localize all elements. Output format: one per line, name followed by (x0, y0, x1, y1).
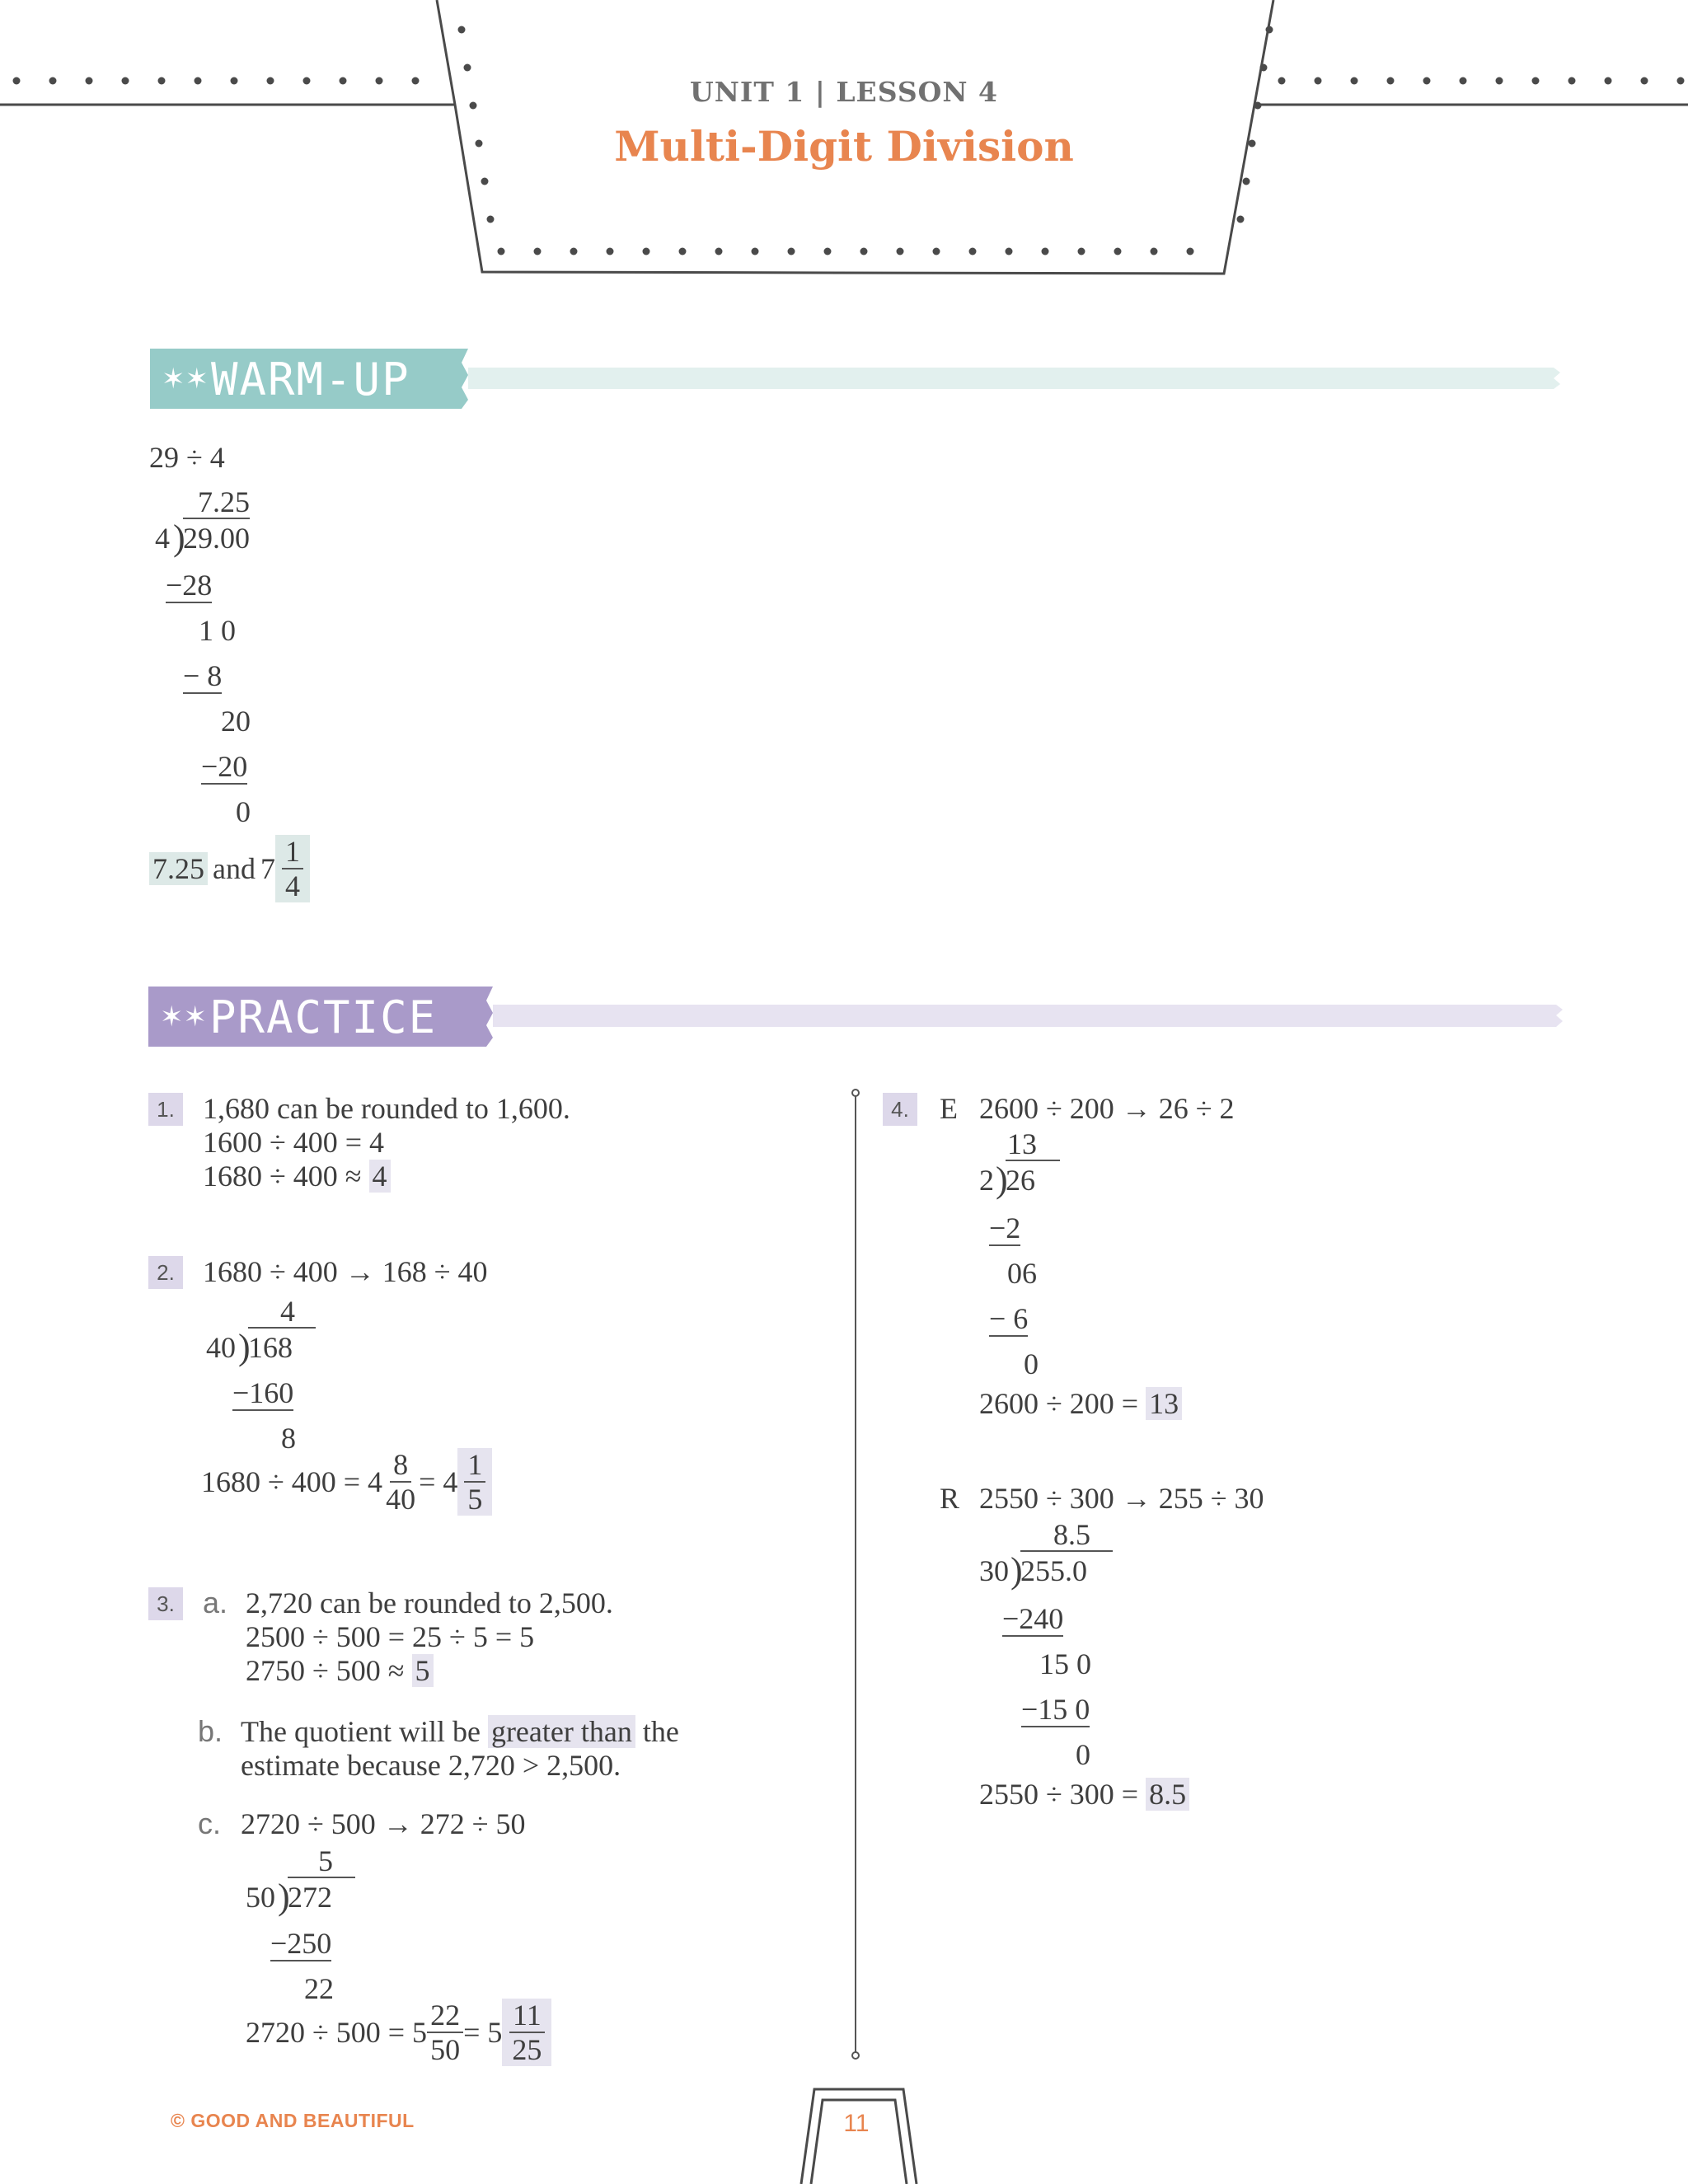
warmup-step: 0 (236, 795, 251, 828)
problem-4e-step: −2 (989, 1212, 1021, 1244)
problem-3a-line: 2500 ÷ 500 = 25 ÷ 5 = 5 (246, 1620, 535, 1653)
problem-3b-line: estimate because 2,720 > 2,500. (241, 1749, 621, 1782)
warmup-divisor: 4 (155, 522, 170, 555)
warmup-problem: 29 ÷ 4 (149, 441, 225, 474)
problem-4r-final: 2550 ÷ 300 = 8.5 (979, 1778, 1189, 1811)
problem-3b-line: The quotient will be greater than the (241, 1715, 679, 1748)
warmup-step: −20 (201, 750, 248, 783)
problem-3b-label: b. (198, 1714, 223, 1748)
problem-4r-divisor: 30 (979, 1554, 1009, 1587)
problem-4-number: 4. (883, 1093, 917, 1126)
division-bracket: ) (278, 1877, 290, 1917)
warmup-label: WARM-UP (211, 353, 410, 405)
warmup-step: 1 0 (199, 614, 236, 647)
problem-2-dividend: 168 (248, 1327, 316, 1364)
warmup-answer: 7.25 and 7 $\frac{1}{4}$ (149, 835, 310, 902)
unit-lesson-label: UNIT 1 | LESSON 4 (689, 76, 999, 108)
problem-3a-label: a. (203, 1586, 228, 1619)
problem-4r-step: 15 0 (1039, 1647, 1091, 1680)
problem-3c-divisor: 50 (246, 1881, 275, 1914)
warmup-banner (150, 349, 410, 410)
problem-4e-quotient: 13 (1007, 1127, 1037, 1160)
problem-3c-step: −250 (270, 1927, 332, 1960)
problem-4r-step: −240 (1002, 1602, 1064, 1635)
problem-2-divisor: 40 (206, 1331, 236, 1364)
problem-1-answer-line: 1680 ÷ 400 ≈ 4 (203, 1160, 391, 1193)
problem-4r-letter: R (940, 1482, 960, 1515)
problem-4e-step: − 6 (989, 1302, 1029, 1335)
problem-2-step: 8 (281, 1422, 296, 1455)
problem-3c-quotient: 5 (318, 1844, 333, 1877)
problem-3c-dividend: 272 (288, 1877, 355, 1914)
practice-banner-stripe (493, 1005, 1563, 1027)
warmup-step: − 8 (183, 659, 223, 692)
problem-2-quotient: 4 (280, 1295, 295, 1328)
problem-3c-result: 2720 ÷ 500 = 5 $\frac{22}{50}$ = 5 $\frac{11}{25}$ (246, 1999, 551, 2066)
problem-3a-line: 2,720 can be rounded to 2,500. (246, 1586, 613, 1619)
problem-4r-step: −15 0 (1021, 1693, 1090, 1726)
problem-4r-line: 2550 ÷ 300 → 255 ÷ 30 (979, 1482, 1264, 1515)
division-bracket: ) (173, 518, 185, 558)
problem-3c-step: 22 (304, 1972, 334, 2005)
problem-4e-step: 0 (1024, 1347, 1039, 1380)
division-bracket: ) (238, 1327, 251, 1367)
problem-4r-dividend: 255.0 (1020, 1550, 1113, 1587)
division-bracket: ) (996, 1160, 1008, 1200)
problem-2-step: −160 (232, 1376, 294, 1409)
sparkle-icon: ✶✶ (160, 1001, 207, 1033)
sparkle-icon: ✶✶ (162, 363, 209, 396)
problem-4e-letter: E (940, 1092, 958, 1125)
problem-2-number: 2. (148, 1256, 183, 1289)
practice-banner (148, 987, 437, 1047)
problem-3-number: 3. (148, 1587, 183, 1620)
problem-3c-line: 2720 ÷ 500 → 272 ÷ 50 (241, 1807, 526, 1840)
problem-1-line: 1,680 can be rounded to 1,600. (203, 1092, 570, 1125)
problem-2-line: 1680 ÷ 400 → 168 ÷ 40 (203, 1255, 488, 1288)
warmup-step: −28 (166, 569, 213, 602)
problem-4e-final: 2600 ÷ 200 = 13 (979, 1387, 1182, 1420)
problem-2-result: 1680 ÷ 400 = 4 $\frac{8}{40}$ = 4 $\frac{1}{5}$ (201, 1448, 492, 1516)
column-divider (852, 1090, 859, 2059)
warmup-dividend: 29.00 (183, 518, 250, 555)
problem-4e-step: 06 (1007, 1257, 1037, 1290)
problem-4e-line: 2600 ÷ 200 → 26 ÷ 2 (979, 1092, 1235, 1125)
problem-3a-answer-line: 2750 ÷ 500 ≈ 5 (246, 1654, 434, 1687)
division-bracket: ) (1010, 1550, 1023, 1591)
page-number: 11 (843, 2110, 870, 2137)
problem-4r-step: 0 (1076, 1738, 1090, 1771)
problem-4r-quotient: 8.5 (1053, 1518, 1090, 1551)
warmup-step: 20 (221, 705, 251, 738)
problem-1-number: 1. (148, 1093, 183, 1126)
problem-1-line: 1600 ÷ 400 = 4 (203, 1126, 385, 1159)
problem-3c-label: c. (198, 1807, 222, 1840)
page-title: Multi-Digit Division (614, 122, 1074, 171)
copyright: © GOOD AND BEAUTIFUL (171, 2110, 415, 2131)
practice-label: PRACTICE (209, 991, 438, 1043)
warmup-banner-stripe (468, 368, 1560, 389)
warmup-quotient: 7.25 (198, 485, 250, 518)
problem-4e-divisor: 2 (979, 1164, 994, 1197)
problem-4e-dividend: 26 (1006, 1160, 1060, 1197)
